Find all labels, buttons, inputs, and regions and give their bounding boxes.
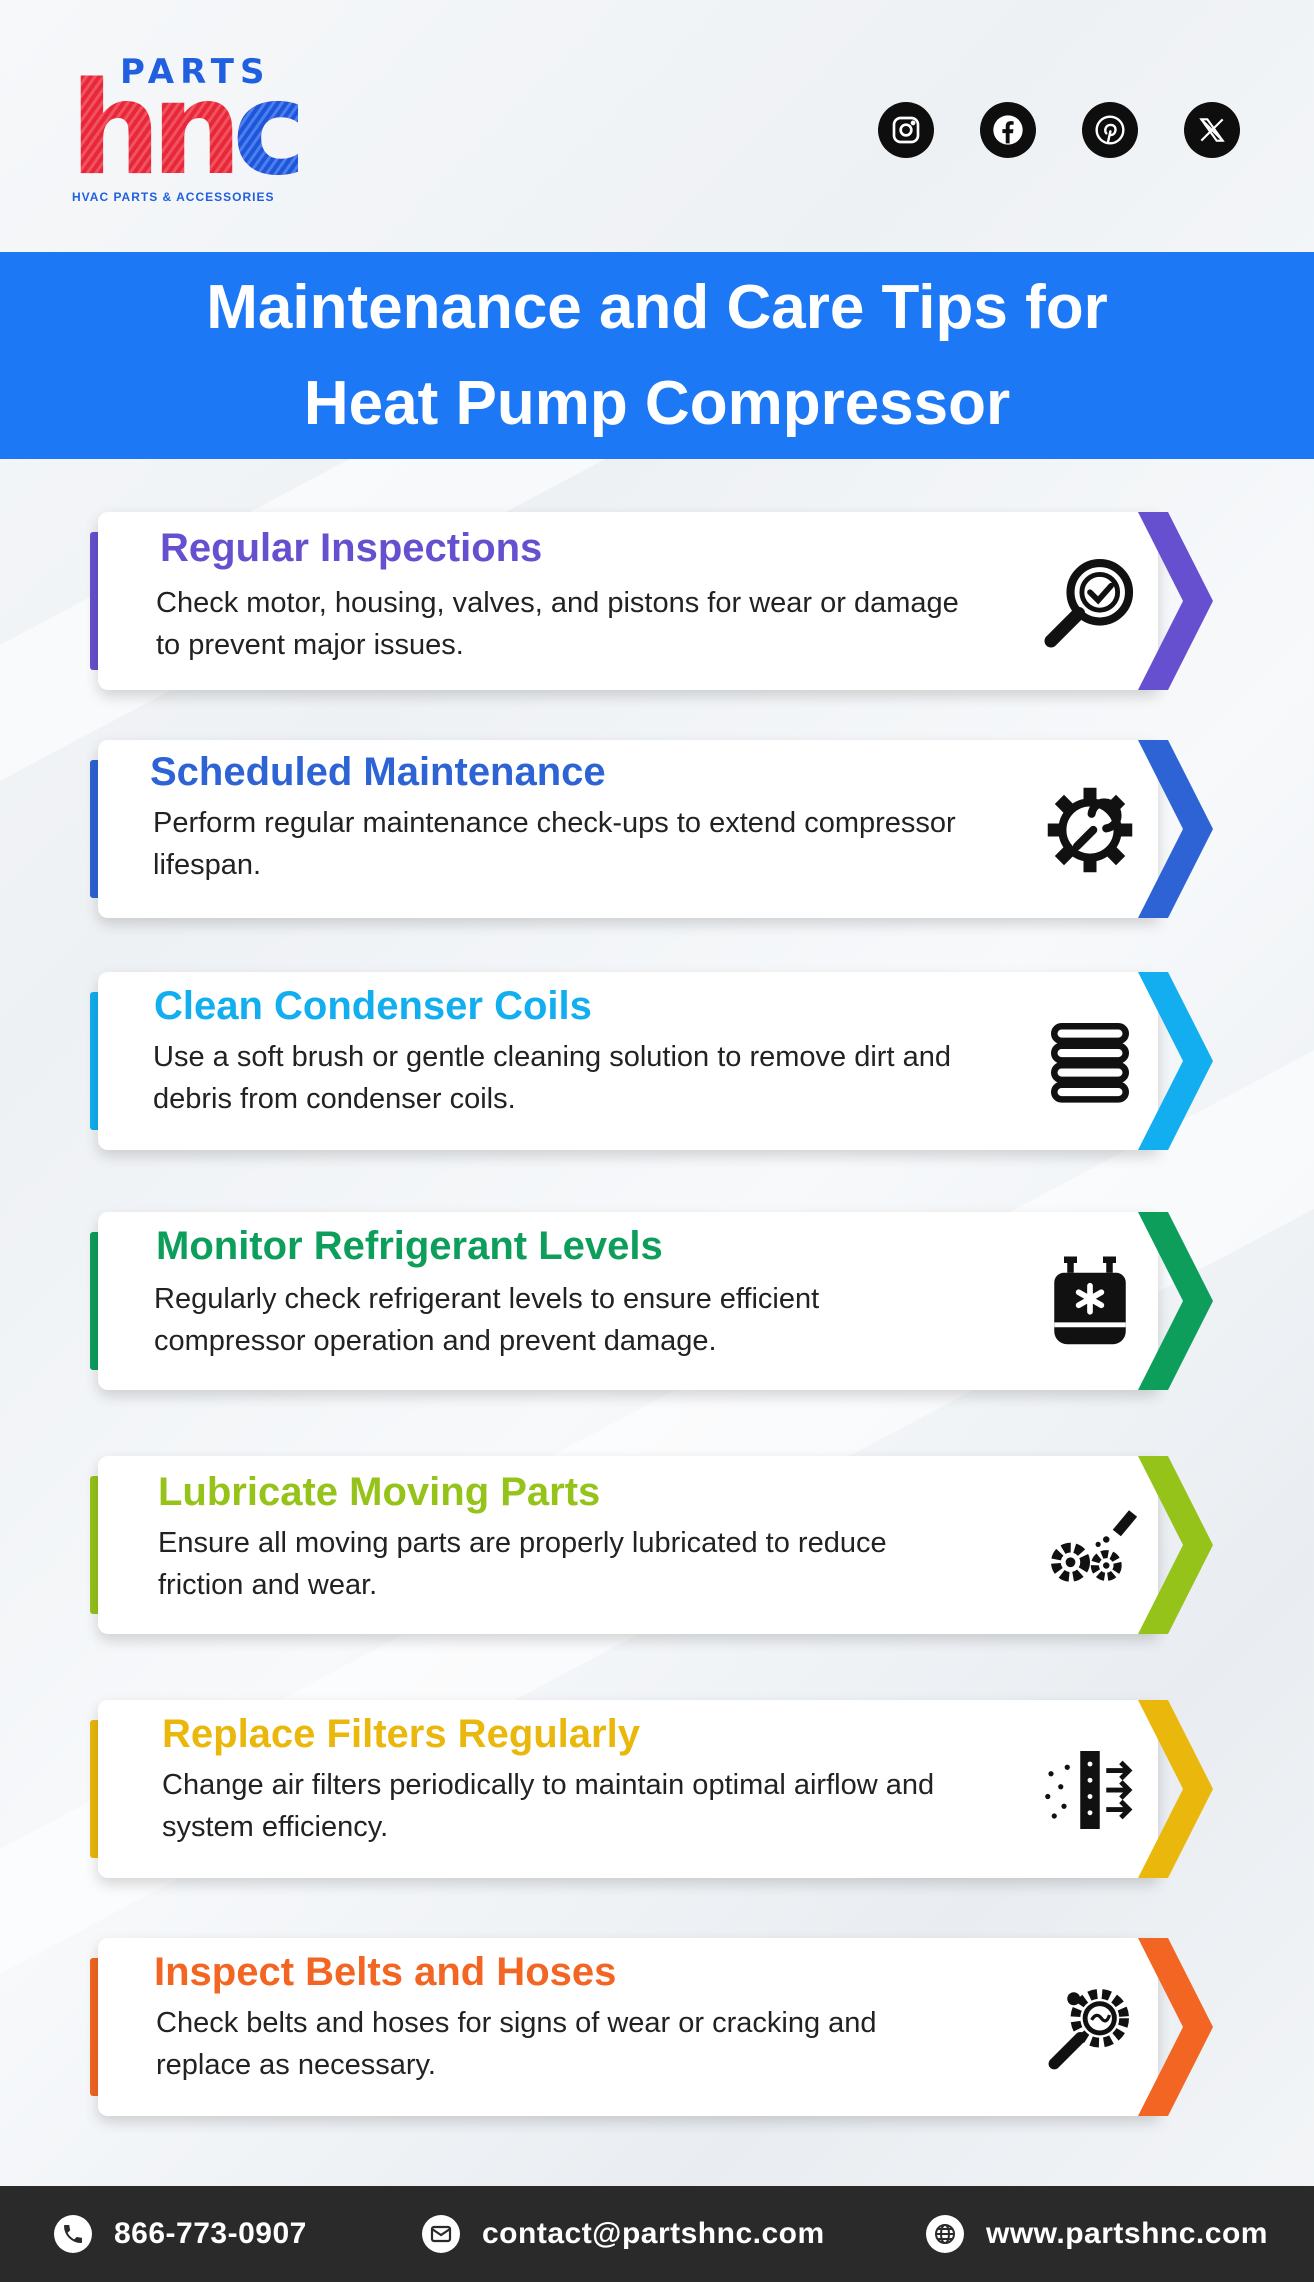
title-line-2: Heat Pump Compressor xyxy=(303,368,1011,438)
tip-description: Check belts and hoses for signs of wear or cracking and replace as necessary. xyxy=(156,2007,877,2081)
inspect-gear-icon xyxy=(1038,1976,1142,2080)
globe-icon xyxy=(926,2215,964,2253)
tip-title: Lubricate Moving Parts xyxy=(158,1470,601,1514)
logo-hnc-text: hnc xyxy=(70,55,299,204)
card-body xyxy=(98,1456,1158,1634)
gear-wrench-icon xyxy=(1038,778,1142,882)
card-body xyxy=(98,740,1158,918)
refrigerant-tank-icon xyxy=(1038,1250,1142,1354)
tip-description: Change air filters periodically to maintain optimal airflow and system efficiency. xyxy=(162,1769,935,1843)
brand-logo[interactable] xyxy=(70,52,310,212)
gears-oil-icon xyxy=(1038,1494,1142,1598)
air-filter-icon xyxy=(1038,1738,1142,1842)
website-url: www.partshnc.com xyxy=(986,2217,1268,2250)
card-body xyxy=(98,1700,1158,1878)
contact-footer xyxy=(0,2186,1314,2282)
card-chevron-arrow xyxy=(1138,1938,1218,2116)
card-body xyxy=(98,512,1158,690)
tip-card-inspect-belts-and-hoses xyxy=(90,1938,1225,2116)
instagram-icon[interactable] xyxy=(878,102,934,158)
tip-card-lubricate-moving-parts xyxy=(90,1456,1225,1634)
card-body xyxy=(98,972,1158,1150)
phone-number: 866-773-0907 xyxy=(114,2217,307,2250)
card-chevron-arrow xyxy=(1138,740,1218,918)
title-banner xyxy=(0,252,1314,459)
tip-card-scheduled-maintenance xyxy=(90,740,1225,918)
card-chevron-arrow xyxy=(1138,1456,1218,1634)
header xyxy=(0,0,1314,252)
website-link[interactable] xyxy=(926,2186,1268,2282)
tip-description: Regularly check refrigerant levels to ensure efficient compressor operation and prevent damage. xyxy=(154,1283,820,1357)
tip-title: Monitor Refrigerant Levels xyxy=(156,1224,663,1268)
tip-description: Ensure all moving parts are properly lubricated to reduce friction and wear. xyxy=(158,1527,887,1601)
logo-tagline: HVAC PARTS & ACCESSORIES xyxy=(72,190,275,204)
card-chevron-arrow xyxy=(1138,1212,1218,1390)
card-body xyxy=(98,1212,1158,1390)
page-title xyxy=(57,260,1257,452)
title-line-1: Maintenance and Care Tips for xyxy=(206,272,1108,342)
pinterest-icon[interactable] xyxy=(1082,102,1138,158)
card-chevron-arrow xyxy=(1138,972,1218,1150)
x-icon[interactable] xyxy=(1184,102,1240,158)
card-chevron-arrow xyxy=(1138,512,1218,690)
phone-icon xyxy=(54,2215,92,2253)
tip-card-replace-filters-regularly xyxy=(90,1700,1225,1878)
email-address: contact@partshnc.com xyxy=(482,2217,825,2250)
social-links xyxy=(878,102,1240,158)
tip-card-clean-condenser-coils xyxy=(90,972,1225,1150)
tip-description: Check motor, housing, valves, and pistons for wear or damage to prevent major issues. xyxy=(156,587,959,661)
tip-title: Clean Condenser Coils xyxy=(154,984,592,1028)
tip-description: Use a soft brush or gentle cleaning solution to remove dirt and debris from condenser coils. xyxy=(153,1041,951,1115)
coil-icon xyxy=(1038,1010,1142,1114)
facebook-icon[interactable] xyxy=(980,102,1036,158)
tip-description: Perform regular maintenance check-ups to extend compressor lifespan. xyxy=(153,807,956,881)
tip-card-monitor-refrigerant-levels xyxy=(90,1212,1225,1390)
email-icon xyxy=(422,2215,460,2253)
email-contact[interactable] xyxy=(422,2186,825,2282)
tip-card-regular-inspections xyxy=(90,512,1225,690)
card-body xyxy=(98,1938,1158,2116)
tip-title: Regular Inspections xyxy=(160,526,543,570)
card-chevron-arrow xyxy=(1138,1700,1218,1878)
tip-title: Inspect Belts and Hoses xyxy=(154,1950,617,1994)
phone-contact[interactable] xyxy=(54,2186,307,2282)
tip-title: Replace Filters Regularly xyxy=(162,1712,640,1756)
magnifier-check-icon xyxy=(1038,550,1142,654)
tip-title: Scheduled Maintenance xyxy=(150,750,606,794)
